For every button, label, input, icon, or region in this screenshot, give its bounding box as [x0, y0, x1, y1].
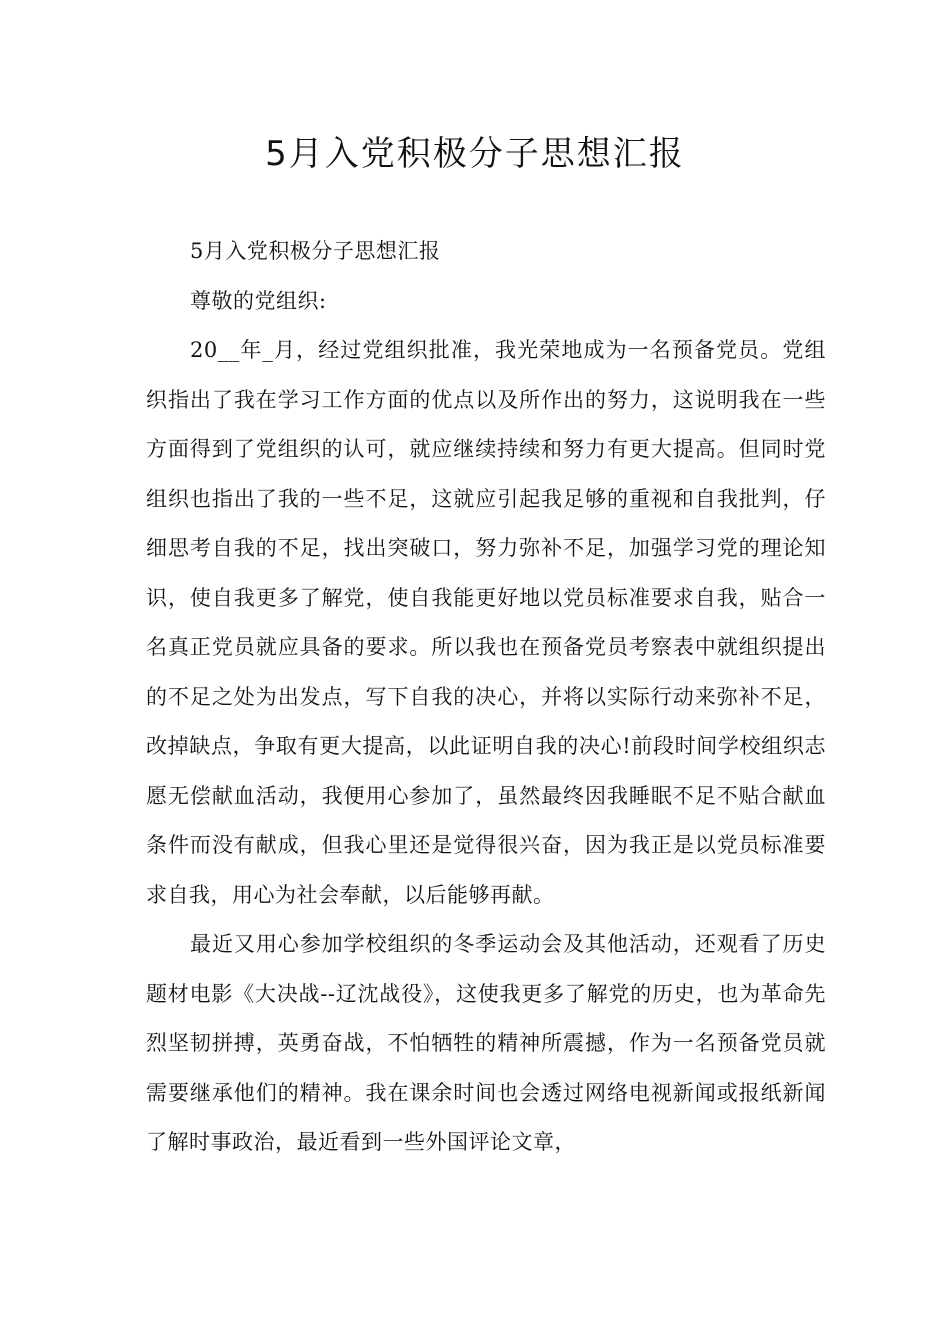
salutation: 尊敬的党组织: — [190, 288, 327, 313]
paragraph: 最近又用心参加学校组织的冬季运动会及其他活动，还观看了历史题材电影《大决战--辽沈战役》，这使我更多了解党的历史，也为革命先烈坚韧拼搏，英勇奋战，不怕牺牲的精神所震撼，作为一名预备党员就需要继承他们的精神。我在课余时间也会透过网络电视新闻或报纸新闻了解时事政治，最近看到一些外国评论文章， — [146, 932, 826, 1154]
document-title: 5月入党积极分子思想汇报 — [265, 134, 685, 174]
paragraph: 20__年_月，经过党组织批准，我光荣地成为一名预备党员。党组织指出了我在学习工作方面的优点以及所作出的努力，这说明我在一些方面得到了党组织的认可，就应继续持续和努力有更大提高。但同时党组织也指出了我的一些不足，这就应引起我足够的重视和自我批判，仔细思考自我的不足，找出突破口，努力弥补不足，加强学习党的理论知识，使自我更多了解党，使自我能更好地以党员标准要求自我，贴合一名真正党员就应具备的要求。所以我也在预备党员考察表中就组织提出的不足之处为出发点，写下自我的决心，并将以实际行动来弥补不足，改掉缺点，争取有更大提高，以此证明自我的决心!前段时间学校组织志愿无偿献血活动，我便用心参加了，虽然最终因我睡眠不足不贴合献血条件而没有献成，但我心里还是觉得很兴奋，因为我正是以党员标准要求自我，用心为社会奉献，以后能够再献。 — [146, 338, 826, 907]
document-subtitle: 5月入党积极分子思想汇报 — [190, 239, 441, 263]
document-body — [146, 227, 826, 1168]
